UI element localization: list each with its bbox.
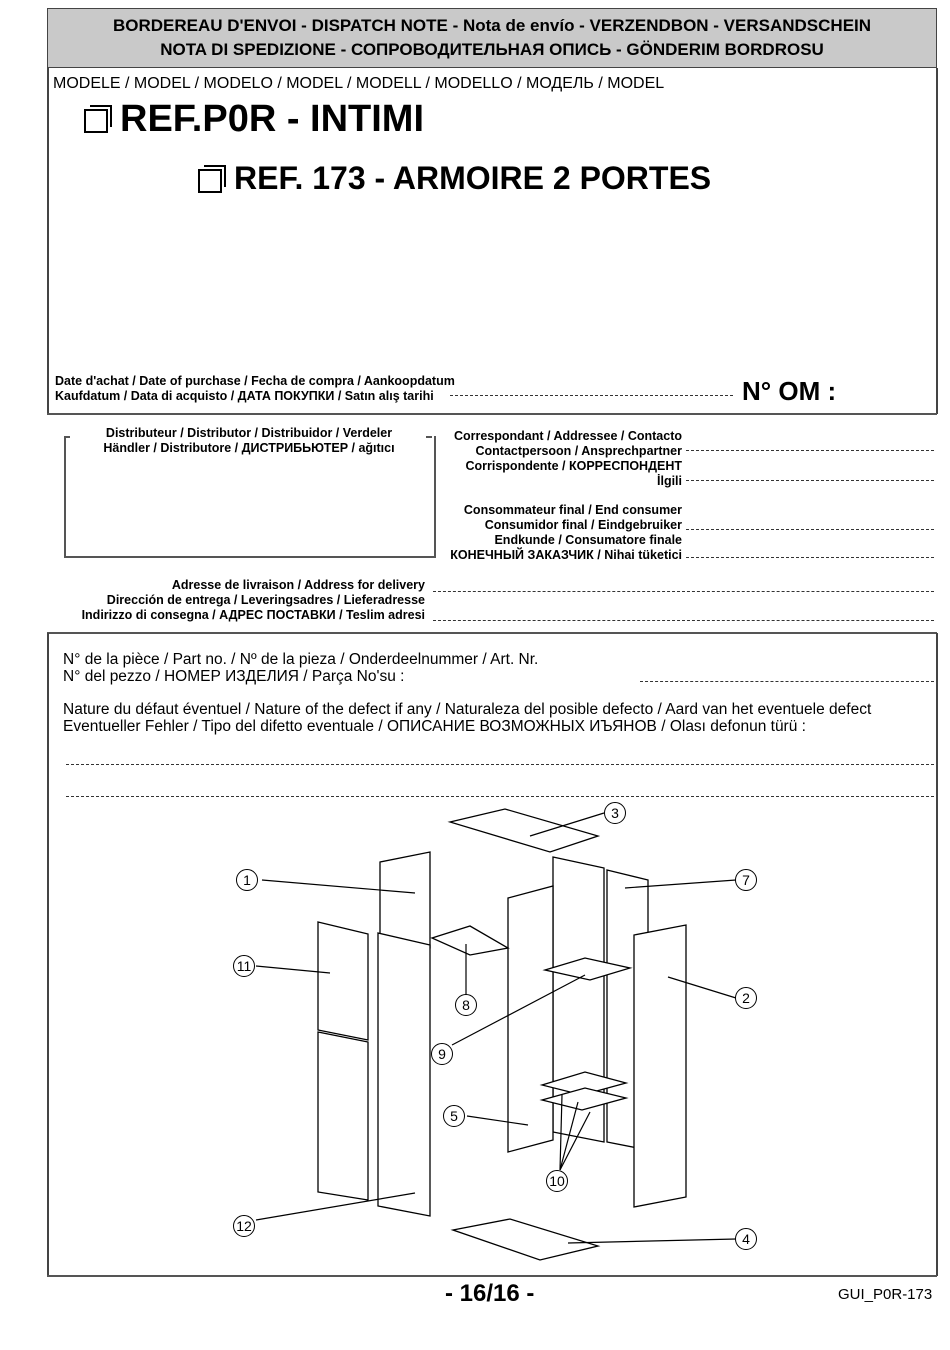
header-line-1: BORDEREAU D'ENVOI - DISPATCH NOTE - Nota de envío - VERZENDBON - VERSANDSCHEIN [112,16,872,35]
shelf-8 [432,926,508,955]
correspondant-line-4: İlgili [657,474,682,488]
om-label: N° OM : [742,376,837,406]
consumer-line-1: Consommateur final / End consumer [463,503,682,517]
page-number: - 16/16 - [445,1280,535,1307]
door-right [378,933,430,1216]
door-left-lower [318,1032,368,1200]
document-code: GUI_P0R-173 [838,1286,933,1303]
middle-divider-panel [508,886,553,1152]
consumer-line-4: КОНЕЧНЫЙ ЗАКАЗЧИК / Nihai tüketici [450,548,682,562]
part-line-2: N° del pezzo / НОМЕР ИЗДЕЛИЯ / Parça No'su : [63,668,405,685]
consumer-line-2: Consumidor final / Eindgebruiker [484,518,682,532]
callout-12: 12 [233,1215,255,1237]
model-label: MODELE / MODEL / MODELO / MODEL / MODELL / MODELLO / МОДЕЛЬ / MODEL [53,75,665,92]
distributor-line-1: Distributeur / Distributor / Distribuidor / Verdeler [105,426,393,440]
top-panel [450,809,598,852]
callout-9: 9 [431,1043,453,1065]
callout-8: 8 [455,994,477,1016]
delivery-line-1: Adresse de livraison / Address for delivery [171,578,425,592]
bottom-panel [453,1219,598,1260]
delivery-line-2: Dirección de entrega / Leveringsadres / Lieferadresse [106,593,425,607]
callout-3: 3 [604,802,626,824]
part-line-1: N° de la pièce / Part no. / Nº de la pieza / Onderdeelnummer / Art. Nr. [63,651,539,668]
ref-2-text: REF. 173 - ARMOIRE 2 PORTES [234,160,712,196]
header-line-2: NOTA DI SPEDIZIONE - СОПРОВОДИТЕЛЬНАЯ ОПИСЬ - GÖNDERIM BORDROSU [160,40,824,59]
correspondant-line-1: Correspondant / Addressee / Contacto [453,429,682,443]
callout-5: 5 [443,1105,465,1127]
correspondant-line-3: Corrispondente / КОРРЕСПОНДЕНТ [465,459,682,473]
right-door-panel [634,925,686,1207]
callout-1: 1 [236,869,258,891]
purchase-line-2: Kaufdatum / Data di acquisto / ДАТА ПОКУПКИ / Satın alış tarihi [55,389,434,403]
callout-11: 11 [233,955,255,977]
consumer-line-3: Endkunde / Consumatore finale [494,533,682,547]
ref-1-text: REF.P0R - INTIMI [120,98,425,140]
door-left-upper [318,922,368,1040]
defect-line-1: Nature du défaut éventuel / Nature of the defect if any / Naturaleza del posible defecto / Aard van het eventuele defect [63,701,872,718]
callout-2: 2 [735,987,757,1009]
purchase-line-1: Date d'achat / Date of purchase / Fecha de compra / Aankoopdatum [55,374,455,388]
distributor-line-2: Händler / Distributore / ДИСТРИБЬЮТЕР / ağıtıcı [103,441,395,455]
defect-line-2: Eventueller Fehler / Tipo del difetto eventuale / ОПИСАНИЕ ВОЗМОЖНЫХ ИЪЯНОВ / Olası defonun türü : [63,718,806,735]
callout-7: 7 [735,869,757,891]
callout-4: 4 [735,1228,757,1250]
callout-10: 10 [546,1170,568,1192]
delivery-line-3: Indirizzo di consegna / АДРЕС ПОСТАВКИ / Teslim adresi [81,608,425,622]
correspondant-line-2: Contactpersoon / Ansprechpartner [475,444,682,458]
